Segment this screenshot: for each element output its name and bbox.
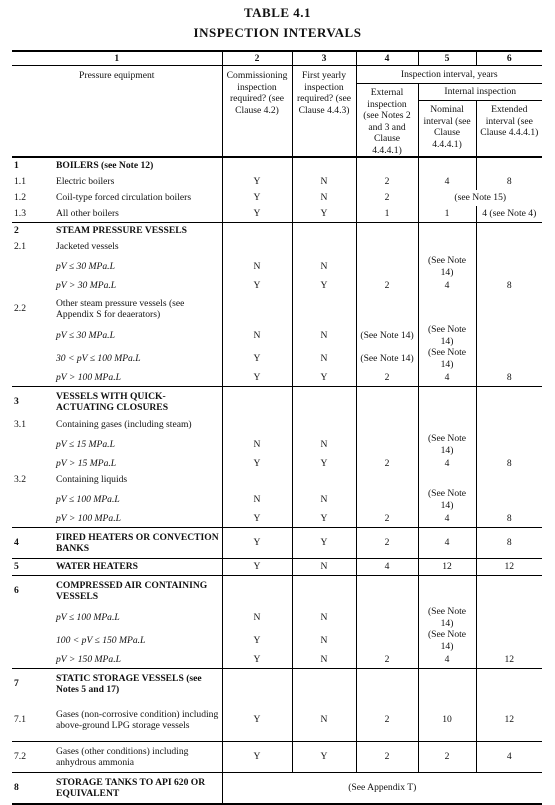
table-row xyxy=(12,559,542,576)
external-cell xyxy=(356,629,418,652)
commissioning-cell: N xyxy=(222,255,292,278)
header-nominal: Nominal interval (see Clause 4.4.4.1) xyxy=(418,101,476,157)
external-cell xyxy=(356,669,418,700)
nominal-cell xyxy=(418,239,476,255)
table-row xyxy=(12,576,542,607)
row-description: Jacketed vessels xyxy=(56,241,119,253)
row-number xyxy=(12,652,54,669)
nominal-cell: (See Note 14) xyxy=(418,433,476,456)
row-number: 1.3 xyxy=(14,208,26,220)
row-number xyxy=(12,488,54,511)
row-number: 2.2 xyxy=(14,303,26,315)
table-row xyxy=(12,699,542,742)
row-number: 1.1 xyxy=(14,176,26,188)
col-num-5: 5 xyxy=(418,51,476,66)
extended-cell xyxy=(476,472,542,488)
commissioning-cell: Y xyxy=(222,742,292,773)
row-number xyxy=(12,347,54,370)
first-yearly-cell: Y xyxy=(292,206,356,223)
external-cell: 2 xyxy=(356,456,418,472)
extended-cell xyxy=(476,387,542,418)
external-cell xyxy=(356,433,418,456)
extended-cell xyxy=(476,629,542,652)
table-row xyxy=(12,669,542,700)
first-yearly-cell xyxy=(292,223,356,240)
row-description: pV > 150 MPa.L xyxy=(56,654,121,666)
table-row xyxy=(12,278,542,294)
commissioning-cell: N xyxy=(222,433,292,456)
commissioning-cell xyxy=(222,576,292,607)
table-row xyxy=(12,174,542,190)
first-yearly-cell: N xyxy=(292,324,356,347)
commissioning-cell: Y xyxy=(222,190,292,206)
row-number xyxy=(12,278,54,294)
commissioning-cell: Y xyxy=(222,559,292,576)
nominal-cell xyxy=(418,223,476,240)
extended-cell: 8 xyxy=(476,528,542,559)
row-number xyxy=(12,324,54,347)
extended-cell: 8 xyxy=(476,174,542,190)
row-number xyxy=(12,370,54,387)
nominal-cell xyxy=(418,387,476,418)
nominal-cell: 1 xyxy=(418,206,476,223)
extended-cell xyxy=(476,255,542,278)
first-yearly-cell: N xyxy=(292,488,356,511)
row-description: pV > 30 MPa.L xyxy=(56,280,117,292)
extended-cell xyxy=(476,417,542,433)
row-number: 2 xyxy=(12,223,54,240)
nominal-cell: (See Note 14) xyxy=(418,606,476,629)
first-yearly-cell: Y xyxy=(292,511,356,528)
commissioning-cell: Y xyxy=(222,528,292,559)
first-yearly-cell xyxy=(292,576,356,607)
row-description: pV > 100 MPa.L xyxy=(56,513,121,525)
extended-cell xyxy=(476,239,542,255)
nominal-cell: 4 xyxy=(418,511,476,528)
row-number: 1.2 xyxy=(14,192,26,204)
external-cell: 2 xyxy=(356,699,418,742)
first-yearly-cell: N xyxy=(292,559,356,576)
commissioning-cell xyxy=(222,669,292,700)
first-yearly-cell: N xyxy=(292,174,356,190)
nominal-cell: (See Note 14) xyxy=(418,488,476,511)
row-description: pV > 15 MPa.L xyxy=(56,458,117,470)
commissioning-cell: Y xyxy=(222,629,292,652)
table-row xyxy=(12,472,542,488)
table-number: TABLE 4.1 xyxy=(243,5,312,20)
table-row xyxy=(12,223,542,240)
inspection-table xyxy=(12,50,542,805)
row-description: STEAM PRESSURE VESSELS xyxy=(54,223,222,240)
row-number: 1 xyxy=(12,157,54,174)
table-row xyxy=(12,652,542,669)
external-cell: (See Note 14) xyxy=(356,324,418,347)
row-description: Electric boilers xyxy=(56,176,115,188)
external-cell: 2 xyxy=(356,370,418,387)
table-row xyxy=(12,629,542,652)
table-title: INSPECTION INTERVALS xyxy=(193,25,362,40)
extended-cell: 12 xyxy=(476,699,542,742)
row-description: pV ≤ 100 MPa.L xyxy=(56,611,120,623)
row-description: STORAGE TANKS TO API 620 OR EQUIVALENT xyxy=(54,773,222,805)
first-yearly-cell: Y xyxy=(292,456,356,472)
commissioning-cell xyxy=(222,157,292,174)
extended-cell: 4 xyxy=(476,742,542,773)
external-cell xyxy=(356,294,418,324)
nominal-cell xyxy=(418,472,476,488)
row-number xyxy=(12,606,54,629)
nominal-cell: (See Note 14) xyxy=(418,629,476,652)
commissioning-cell xyxy=(222,239,292,255)
first-yearly-cell: Y xyxy=(292,528,356,559)
table-row xyxy=(12,528,542,559)
first-yearly-cell xyxy=(292,387,356,418)
commissioning-cell xyxy=(222,417,292,433)
nominal-cell: (See Note 14) xyxy=(418,324,476,347)
nominal-cell: 4 xyxy=(418,652,476,669)
external-cell: 1 xyxy=(356,206,418,223)
table-row xyxy=(12,433,542,456)
col-num-3: 3 xyxy=(292,51,356,66)
row-number xyxy=(12,456,54,472)
extended-cell: 12 xyxy=(476,652,542,669)
header-first-yearly: First yearly inspection required? (see Clause 4.4.3) xyxy=(292,66,356,158)
row-note: (See Appendix T) xyxy=(222,773,542,805)
nominal-cell: 12 xyxy=(418,559,476,576)
row-description: pV ≤ 30 MPa.L xyxy=(56,329,115,341)
first-yearly-cell: N xyxy=(292,433,356,456)
commissioning-cell: Y xyxy=(222,206,292,223)
row-description: Gases (non-corrosive condition) including above-ground LPG storage vessels xyxy=(56,708,219,731)
first-yearly-cell xyxy=(292,239,356,255)
table-row xyxy=(12,190,542,206)
commissioning-cell: N xyxy=(222,606,292,629)
first-yearly-cell: N xyxy=(292,190,356,206)
nominal-cell xyxy=(418,157,476,174)
row-number: 3.1 xyxy=(14,419,26,431)
extended-cell: 8 xyxy=(476,278,542,294)
first-yearly-cell xyxy=(292,472,356,488)
external-cell: 2 xyxy=(356,278,418,294)
nominal-cell xyxy=(418,294,476,324)
row-description: Containing liquids xyxy=(56,474,128,486)
first-yearly-cell: Y xyxy=(292,742,356,773)
row-description: Other steam pressure vessels (see Appendix S for deaerators) xyxy=(56,297,185,320)
external-cell: 2 xyxy=(356,742,418,773)
nominal-cell: 4 xyxy=(418,174,476,190)
external-cell xyxy=(356,488,418,511)
nominal-cell: (See Note 14) xyxy=(418,347,476,370)
nominal-cell: 2 xyxy=(418,742,476,773)
row-description: BOILERS (see Note 12) xyxy=(54,157,222,174)
commissioning-cell: N xyxy=(222,324,292,347)
extended-cell xyxy=(476,294,542,324)
commissioning-cell xyxy=(222,387,292,418)
row-description: VESSELS WITH QUICK-ACTUATING CLOSURES xyxy=(54,387,222,418)
nominal-cell: 4 xyxy=(418,278,476,294)
row-description: All other boilers xyxy=(56,208,119,220)
table-row xyxy=(12,511,542,528)
first-yearly-cell: N xyxy=(292,255,356,278)
nominal-cell xyxy=(418,417,476,433)
col-num-2: 2 xyxy=(222,51,292,66)
table-row xyxy=(12,157,542,174)
row-number xyxy=(12,511,54,528)
row-number: 8 xyxy=(12,773,54,805)
table-row xyxy=(12,773,542,805)
row-description: STATIC STORAGE VESSELS (see Notes 5 and 17) xyxy=(54,669,222,700)
row-description: WATER HEATERS xyxy=(54,559,222,576)
header-extended: Extended interval (see Clause 4.4.4.1) xyxy=(476,101,542,157)
external-cell: 2 xyxy=(356,174,418,190)
table-row xyxy=(12,417,542,433)
row-description: pV ≤ 15 MPa.L xyxy=(56,438,115,450)
header-commissioning: Commissioning inspection required? (see Clause 4.2) xyxy=(222,66,292,158)
extended-cell xyxy=(476,347,542,370)
first-yearly-cell: N xyxy=(292,347,356,370)
nominal-cell: 4 xyxy=(418,528,476,559)
table-row xyxy=(12,294,542,324)
commissioning-cell xyxy=(222,294,292,324)
nominal-cell xyxy=(418,576,476,607)
table-row xyxy=(12,324,542,347)
row-description: pV ≤ 30 MPa.L xyxy=(56,260,115,272)
commissioning-cell: Y xyxy=(222,511,292,528)
row-number xyxy=(12,255,54,278)
nominal-cell: (See Note 14) xyxy=(418,255,476,278)
first-yearly-cell: N xyxy=(292,629,356,652)
first-yearly-cell xyxy=(292,294,356,324)
row-number: 3 xyxy=(12,387,54,418)
external-cell xyxy=(356,223,418,240)
header-pressure-equipment: Pressure equipment xyxy=(12,66,222,158)
row-number: 2.1 xyxy=(14,241,26,253)
extended-cell: 8 xyxy=(476,511,542,528)
row-number: 4 xyxy=(12,528,54,559)
first-yearly-cell: N xyxy=(292,606,356,629)
col-num-6: 6 xyxy=(476,51,542,66)
row-description: FIRED HEATERS OR CONVECTION BANKS xyxy=(54,528,222,559)
external-cell: 2 xyxy=(356,511,418,528)
extended-cell: 8 xyxy=(476,370,542,387)
extended-cell xyxy=(476,433,542,456)
row-number: 7 xyxy=(12,669,54,700)
first-yearly-cell: Y xyxy=(292,278,356,294)
nominal-cell xyxy=(418,669,476,700)
external-cell xyxy=(356,157,418,174)
commissioning-cell: Y xyxy=(222,347,292,370)
col-num-1: 1 xyxy=(12,51,222,66)
row-number xyxy=(12,629,54,652)
first-yearly-cell: N xyxy=(292,699,356,742)
table-row xyxy=(12,456,542,472)
nominal-cell: 10 xyxy=(418,699,476,742)
row-description: COMPRESSED AIR CONTAINING VESSELS xyxy=(54,576,222,607)
extended-cell xyxy=(476,223,542,240)
external-cell: 2 xyxy=(356,652,418,669)
table-row xyxy=(12,742,542,773)
commissioning-cell: Y xyxy=(222,699,292,742)
external-cell xyxy=(356,576,418,607)
external-cell: 4 xyxy=(356,559,418,576)
nominal-cell: 4 xyxy=(418,456,476,472)
table-row xyxy=(12,239,542,255)
row-number: 7.2 xyxy=(12,742,54,773)
header-internal: Internal inspection xyxy=(418,84,542,101)
external-cell xyxy=(356,255,418,278)
extended-cell xyxy=(476,488,542,511)
external-cell xyxy=(356,472,418,488)
row-description: pV ≤ 100 MPa.L xyxy=(56,493,120,505)
row-number xyxy=(12,433,54,456)
extended-cell xyxy=(476,669,542,700)
commissioning-cell: Y xyxy=(222,174,292,190)
header-interval-years: Inspection interval, years xyxy=(356,66,542,84)
row-number: 7.1 xyxy=(14,714,26,726)
table-row xyxy=(12,387,542,418)
row-number: 5 xyxy=(12,559,54,576)
header-external: External inspection (see Notes 2 and 3 and Clause 4.4.4.1) xyxy=(356,84,418,158)
external-cell: 2 xyxy=(356,190,418,206)
first-yearly-cell: Y xyxy=(292,370,356,387)
row-description: Gases (other conditions) including anhydrous ammonia xyxy=(54,742,222,773)
table-body xyxy=(12,157,542,804)
row-number: 3.2 xyxy=(14,474,26,486)
nominal-cell: 4 xyxy=(418,370,476,387)
commissioning-cell: Y xyxy=(222,456,292,472)
external-cell: (See Note 14) xyxy=(356,347,418,370)
extended-cell: 12 xyxy=(476,559,542,576)
extended-cell: 8 xyxy=(476,456,542,472)
col-num-4: 4 xyxy=(356,51,418,66)
external-cell xyxy=(356,606,418,629)
row-description: pV > 100 MPa.L xyxy=(56,372,121,384)
extended-cell xyxy=(476,157,542,174)
table-row xyxy=(12,370,542,387)
commissioning-cell xyxy=(222,472,292,488)
external-cell: 2 xyxy=(356,528,418,559)
commissioning-cell: Y xyxy=(222,370,292,387)
row-description: Coil-type forced circulation boilers xyxy=(56,192,192,204)
table-row xyxy=(12,606,542,629)
external-cell xyxy=(356,387,418,418)
commissioning-cell xyxy=(222,223,292,240)
row-description: 100 < pV ≤ 150 MPa.L xyxy=(56,634,146,646)
first-yearly-cell xyxy=(292,157,356,174)
table-row xyxy=(12,488,542,511)
table-row xyxy=(12,206,542,223)
external-cell xyxy=(356,417,418,433)
external-cell xyxy=(356,239,418,255)
internal-note-cell: (see Note 15) xyxy=(418,190,542,206)
first-yearly-cell: N xyxy=(292,652,356,669)
extended-cell xyxy=(476,324,542,347)
extended-cell xyxy=(476,606,542,629)
extended-cell xyxy=(476,576,542,607)
row-number: 6 xyxy=(12,576,54,607)
first-yearly-cell xyxy=(292,417,356,433)
commissioning-cell: Y xyxy=(222,278,292,294)
commissioning-cell: N xyxy=(222,488,292,511)
commissioning-cell: Y xyxy=(222,652,292,669)
row-description: Containing gases (including steam) xyxy=(56,419,192,431)
table-row xyxy=(12,255,542,278)
row-description: 30 < pV ≤ 100 MPa.L xyxy=(56,352,141,364)
extended-cell: 4 (see Note 4) xyxy=(476,206,542,223)
first-yearly-cell xyxy=(292,669,356,700)
table-row xyxy=(12,347,542,370)
